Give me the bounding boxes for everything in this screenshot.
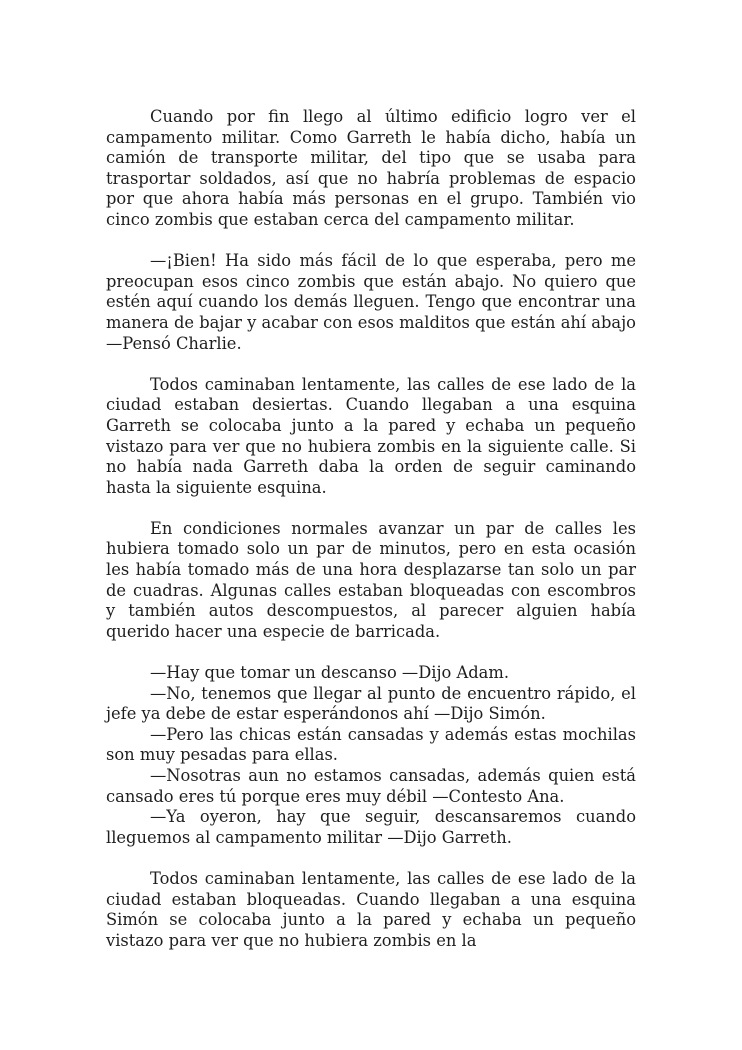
dialogue-line: —Hay que tomar un descanso —Dijo Adam. bbox=[150, 663, 509, 683]
paragraph: Todos caminaban lentamente, las calles de ese lado de la ciudad estaban bloqueadas. Cuando llegaban a una esquina Simón se colocaba junto a la pared y echaba un pequeño vistazo para ver que no hubiera zombis en la bbox=[106, 868, 636, 950]
book-page bbox=[106, 107, 636, 951]
dialogue-line: —Nosotras aun no estamos cansadas, además quien está cansado eres tú porque eres muy débil —Contesto Ana. bbox=[106, 766, 636, 806]
paragraph: Cuando por fin llego al último edificio logro ver el campamento militar. Como Garreth le había dicho, había un camión de transporte militar, del tipo que se usaba para trasportar soldados, así que no habría problemas de espacio por que ahora había más personas en el grupo. También vio cinco zombis que estaban cerca del campamento militar. bbox=[106, 107, 636, 229]
dialogue-block bbox=[106, 663, 636, 848]
paragraph: En condiciones normales avanzar un par de calles les hubiera tomado solo un par de minutos, pero en esta ocasión les había tomado más de una hora desplazarse tan solo un par de cuadras. Algunas calles estaban bloqueadas con escombros y también autos descompuestos, al parecer alguien había querido hacer una especie de barricada. bbox=[106, 518, 636, 641]
dialogue-line: —Ya oyeron, hay que seguir, descansaremos cuando lleguemos al campamento militar —Dijo Garreth. bbox=[106, 807, 636, 847]
dialogue-line: —No, tenemos que llegar al punto de encuentro rápido, el jefe ya debe de estar esperándonos ahí —Dijo Simón. bbox=[106, 683, 636, 724]
paragraph: Todos caminaban lentamente, las calles de ese lado de la ciudad estaban desiertas. Cuando llegaban a una esquina Garreth se colocaba junto a la pared y echaba un pequeño vistazo para ver que no hubiera zombis en la siguiente calle. Si no había nada Garreth daba la orden de seguir caminando hasta la siguiente esquina. bbox=[106, 374, 636, 497]
dialogue-line: —Pero las chicas están cansadas y además estas mochilas son muy pesadas para ellas. bbox=[106, 724, 636, 765]
paragraph: —¡Bien! Ha sido más fácil de lo que esperaba, pero me preocupan esos cinco zombis que están abajo. No quiero que estén aquí cuando los demás lleguen. Tengo que encontrar una manera de bajar y acabar con esos malditos que están ahí abajo —Pensó Charlie. bbox=[106, 251, 636, 353]
